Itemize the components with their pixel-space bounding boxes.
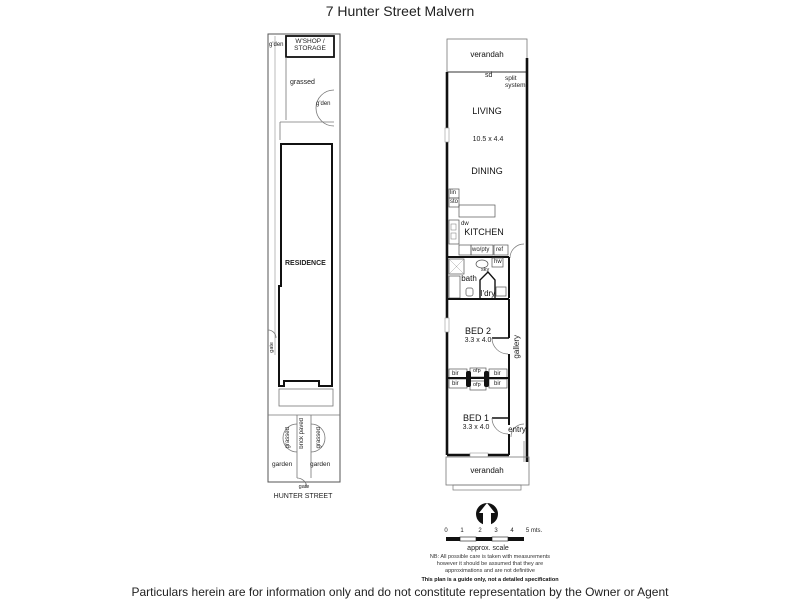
walk-in-pantry-label: wo/pty: [472, 247, 490, 253]
bed1-dimensions: 3.3 x 4.0: [462, 424, 490, 431]
bir-label-2: bir: [452, 381, 459, 387]
garden-left-label: garden: [272, 461, 293, 468]
bir-label-4: bir: [494, 381, 501, 387]
workshop-label-line1: W'SHOP /: [295, 38, 325, 45]
sliding-door-label: sd: [485, 72, 493, 79]
ofp-label-2: ofp: [473, 382, 481, 388]
scale-tick: 0: [444, 528, 448, 534]
split-system-line2: system: [505, 82, 526, 90]
ofp-label-1: ofp: [473, 368, 481, 374]
dining-label: DINING: [471, 166, 503, 176]
scale-tick: 2: [478, 528, 482, 534]
storage-label: sto: [450, 199, 459, 205]
entry-label: entry: [508, 425, 526, 434]
garden-right-label: garden: [310, 461, 331, 468]
grassed-right-label: grassed: [316, 427, 322, 449]
measurement-note: [420, 554, 560, 575]
laundry-label: l'dry: [480, 289, 496, 298]
kitchen-label: KITCHEN: [464, 227, 504, 237]
grassed-rear-label: grassed: [290, 79, 315, 86]
dishwasher-label: dw: [461, 221, 469, 227]
bath-label: bath: [461, 274, 477, 283]
scale-tick: 4: [510, 528, 514, 534]
bed1-label: BED 1: [462, 413, 490, 423]
note-line-2: however it should be assumed that they are: [436, 560, 544, 567]
gden-label-rear: g'den: [316, 101, 331, 107]
bed2-dimensions: 3.3 x 4.0: [464, 337, 492, 344]
hot-water-label: hw: [494, 259, 502, 265]
rear-verandah-label: verandah: [470, 50, 504, 59]
front-gate-label: gate: [298, 484, 310, 490]
linen-label: lin: [450, 190, 457, 196]
note-line-1: NB: All possible care is taken with measurements: [429, 554, 551, 560]
bir-label-3: bir: [494, 371, 501, 377]
split-system-line1: split: [505, 75, 517, 82]
scale-tick: 5 mts.: [525, 528, 543, 534]
front-verandah-label: verandah: [470, 466, 504, 475]
skylight-label: sky: [481, 267, 490, 273]
living-label: LIVING: [472, 106, 502, 116]
living-dimensions: 10.5 x 4.4: [472, 136, 504, 143]
street-label: HUNTER STREET: [273, 493, 333, 500]
note-line-3: approximations and are not definitive: [445, 567, 535, 574]
bed2-label: BED 2: [464, 326, 492, 336]
gallery-label: gallery: [512, 335, 521, 359]
bir-label-1: bir: [452, 371, 459, 377]
page-title: 7 Hunter Street Malvern: [325, 3, 475, 19]
gden-label-top: g'den: [269, 42, 284, 48]
brick-paved-label: brick paved: [299, 418, 305, 449]
side-gate-label: gate: [269, 342, 275, 353]
scale-tick: 3: [494, 528, 498, 534]
footer-disclaimer: Particulars herein are for information only and do not constitute representation by the Owner or Agent: [131, 585, 669, 599]
grassed-left-label: grassed: [285, 427, 291, 449]
residence-label: RESIDENCE: [285, 260, 326, 267]
north-label: N: [485, 517, 490, 523]
scale-caption: approx. scale: [467, 545, 509, 552]
scale-tick: 1: [460, 528, 464, 534]
refrigerator-label: ref: [496, 247, 504, 253]
workshop-label-line2: STORAGE: [294, 44, 326, 52]
guide-note: This plan is a guide only, not a detailed specification: [421, 577, 559, 583]
